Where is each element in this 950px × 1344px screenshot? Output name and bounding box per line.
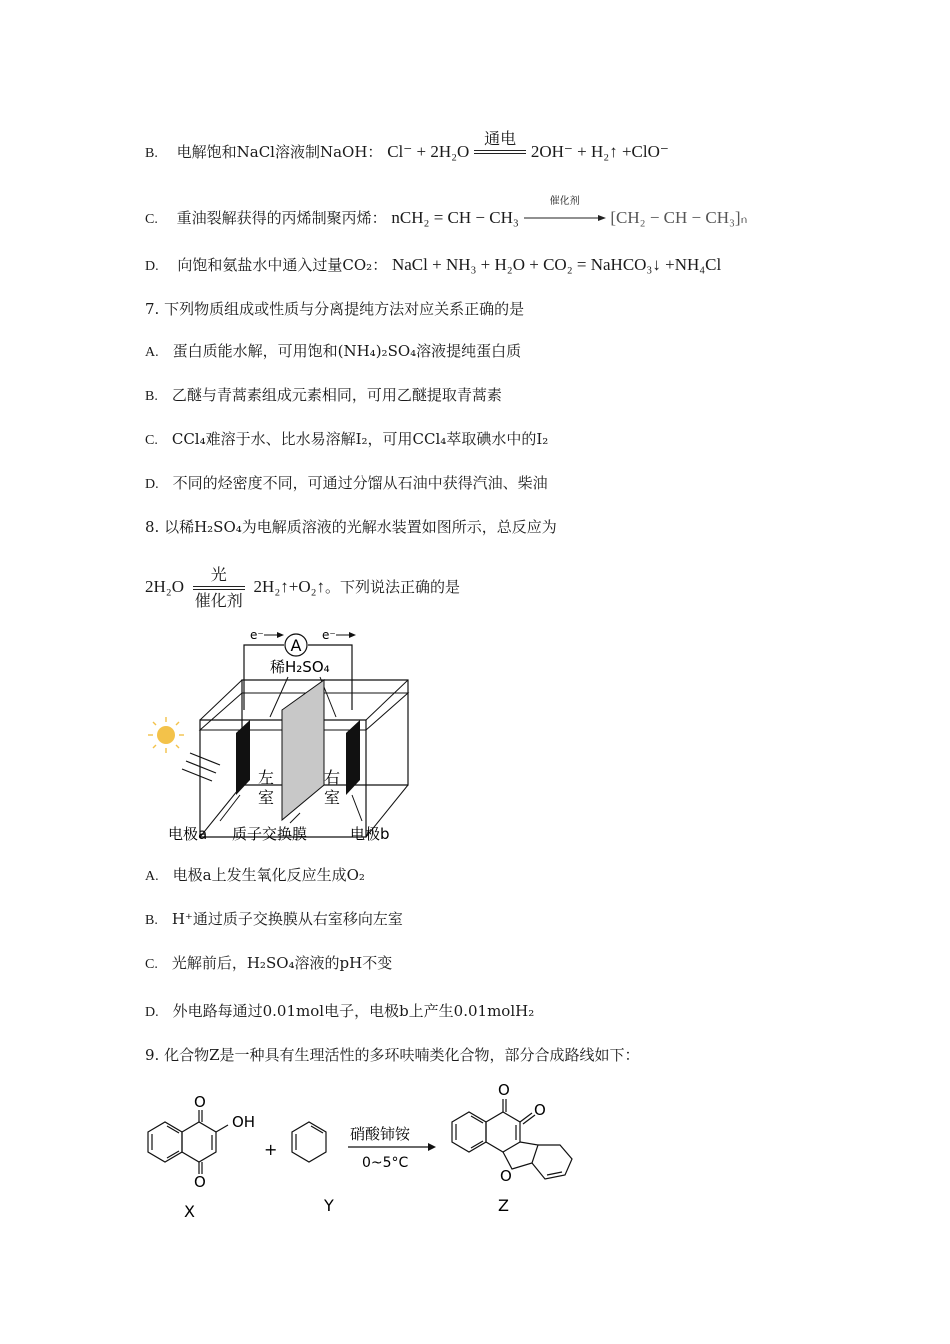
light-rays-icon	[182, 753, 220, 781]
q7-option-b	[145, 384, 502, 405]
compound-y-structure	[292, 1122, 326, 1162]
reaction-arrow	[524, 196, 606, 226]
option-text: 重油裂解获得的丙烯制聚丙烯：	[176, 209, 387, 227]
option-label: C.	[145, 957, 158, 972]
catalyst-text: 催化剂	[549, 196, 580, 207]
condition-top: 光	[210, 565, 227, 584]
equation-rhs: 2H₂↑+O₂↑	[253, 577, 326, 596]
option-label: D.	[145, 259, 159, 274]
electrode-b-label: 电极b	[350, 825, 390, 843]
compound-y-label: Y	[324, 1196, 334, 1215]
right-room-label-2: 室	[324, 788, 341, 807]
q9-stem: 9. 化合物Z是一种具有生理活性的多环呋喃类化合物，部分合成路线如下：	[145, 1046, 640, 1064]
reagent-label: 硝酸铈铵	[350, 1125, 411, 1143]
option-text: H⁺通过质子交换膜从右室移向左室	[171, 910, 403, 928]
electrolyte-label: 稀H₂SO₄	[270, 658, 330, 676]
electron-label-left: e⁻	[250, 628, 264, 642]
option-label: B.	[145, 913, 158, 928]
q8-stem: 8. 以稀H₂SO₄为电解质溶液的光解水装置如图所示，总反应为	[145, 518, 557, 536]
option-text: 向饱和氨盐水中通入过量CO₂：	[177, 256, 388, 274]
electrolysis-apparatus-figure	[140, 625, 420, 850]
q6-option-b	[145, 129, 669, 166]
equation-lhs: 2H₂O	[145, 577, 184, 596]
q7-stem: 7. 下列物质组成或性质与分离提纯方法对应关系正确的是	[145, 300, 525, 318]
option-text: 乙醚与青蒿素组成元素相同，可用乙醚提取青蒿素	[171, 386, 502, 404]
z-oxygen-label-right: O	[534, 1101, 546, 1119]
compound-z-structure	[452, 1099, 572, 1179]
reaction-condition	[474, 130, 526, 156]
compound-x-structure	[148, 1110, 228, 1174]
option-label: A.	[145, 869, 159, 884]
equation-lhs: nCH₂ = CH − CH₃	[391, 208, 519, 227]
q6-option-c	[145, 196, 748, 234]
q7-option-a	[145, 340, 521, 361]
option-label: D.	[145, 1005, 159, 1020]
option-label: C.	[145, 212, 158, 227]
option-text: 电极a上发生氧化反应生成O₂	[172, 866, 365, 884]
right-room-label-1: 右	[324, 768, 341, 787]
condition-bottom: 催化剂	[194, 591, 243, 610]
q7-option-c	[145, 428, 548, 449]
option-label: D.	[145, 477, 159, 492]
option-text: 蛋白质能水解，可用饱和(NH₄)₂SO₄溶液提纯蛋白质	[172, 342, 522, 360]
equals-bar	[193, 586, 245, 590]
oh-group-label: OH	[232, 1113, 256, 1131]
equation-lhs: Cl⁻ + 2H₂O	[387, 142, 470, 161]
sun-icon	[148, 717, 184, 753]
option-label: A.	[145, 345, 159, 360]
option-text: CCl₄难溶于水、比水易溶解I₂，可用CCl₄萃取碘水中的I₂	[171, 430, 549, 448]
option-text: 电解饱和NaCl溶液制NaOH：	[176, 143, 383, 161]
q8-equation	[145, 566, 460, 610]
synthesis-route-figure	[140, 1075, 600, 1225]
q8-option-d	[145, 1000, 534, 1021]
option-text: 不同的烃密度不同，可通过分馏从石油中获得汽油、柴油	[172, 474, 548, 492]
reaction-condition	[193, 566, 245, 610]
condition-label: 0~5°C	[362, 1155, 409, 1171]
membrane-label: 质子交换膜	[232, 825, 308, 843]
option-label: B.	[145, 389, 158, 404]
oxygen-label-bottom: O	[194, 1173, 206, 1191]
option-text: 光解前后，H₂SO₄溶液的pH不变	[171, 954, 393, 972]
equation-tail: 。下列说法正确的是	[325, 578, 461, 596]
left-room-label-1: 左	[258, 768, 275, 787]
condition-text: 通电	[484, 129, 517, 148]
option-text: 外电路每通过0.01mol电子，电极b上产生0.01molH₂	[172, 1002, 535, 1020]
equals-bar	[474, 150, 526, 154]
plus-sign: +	[264, 1140, 278, 1159]
polymer-formula: [CH₂ − CH − CH₃]ₙ	[610, 208, 748, 227]
option-label: B.	[145, 146, 158, 161]
q8-option-a	[145, 864, 365, 885]
z-oxygen-label-top: O	[498, 1081, 510, 1099]
option-label: C.	[145, 433, 158, 448]
q8-option-c	[145, 952, 392, 973]
z-ring-oxygen-label: O	[500, 1167, 512, 1185]
q8-option-b	[145, 908, 403, 929]
equation-rhs: 2OH⁻ + H₂↑ +ClO⁻	[530, 142, 669, 161]
equation: NaCl + NH₃ + H₂O + CO₂ = NaHCO₃↓ +NH₄Cl	[391, 255, 722, 274]
compound-x-label: X	[184, 1202, 195, 1221]
q6-option-d	[145, 254, 721, 275]
q7-option-d	[145, 472, 548, 493]
electrode-a-label: 电极a	[168, 825, 208, 843]
ammeter-label: A	[290, 636, 302, 655]
arrow-icon	[524, 214, 606, 222]
compound-z-label: Z	[498, 1196, 509, 1215]
oxygen-label-top: O	[194, 1093, 206, 1111]
electron-label-right: e⁻	[322, 628, 336, 642]
left-room-label-2: 室	[258, 788, 275, 807]
